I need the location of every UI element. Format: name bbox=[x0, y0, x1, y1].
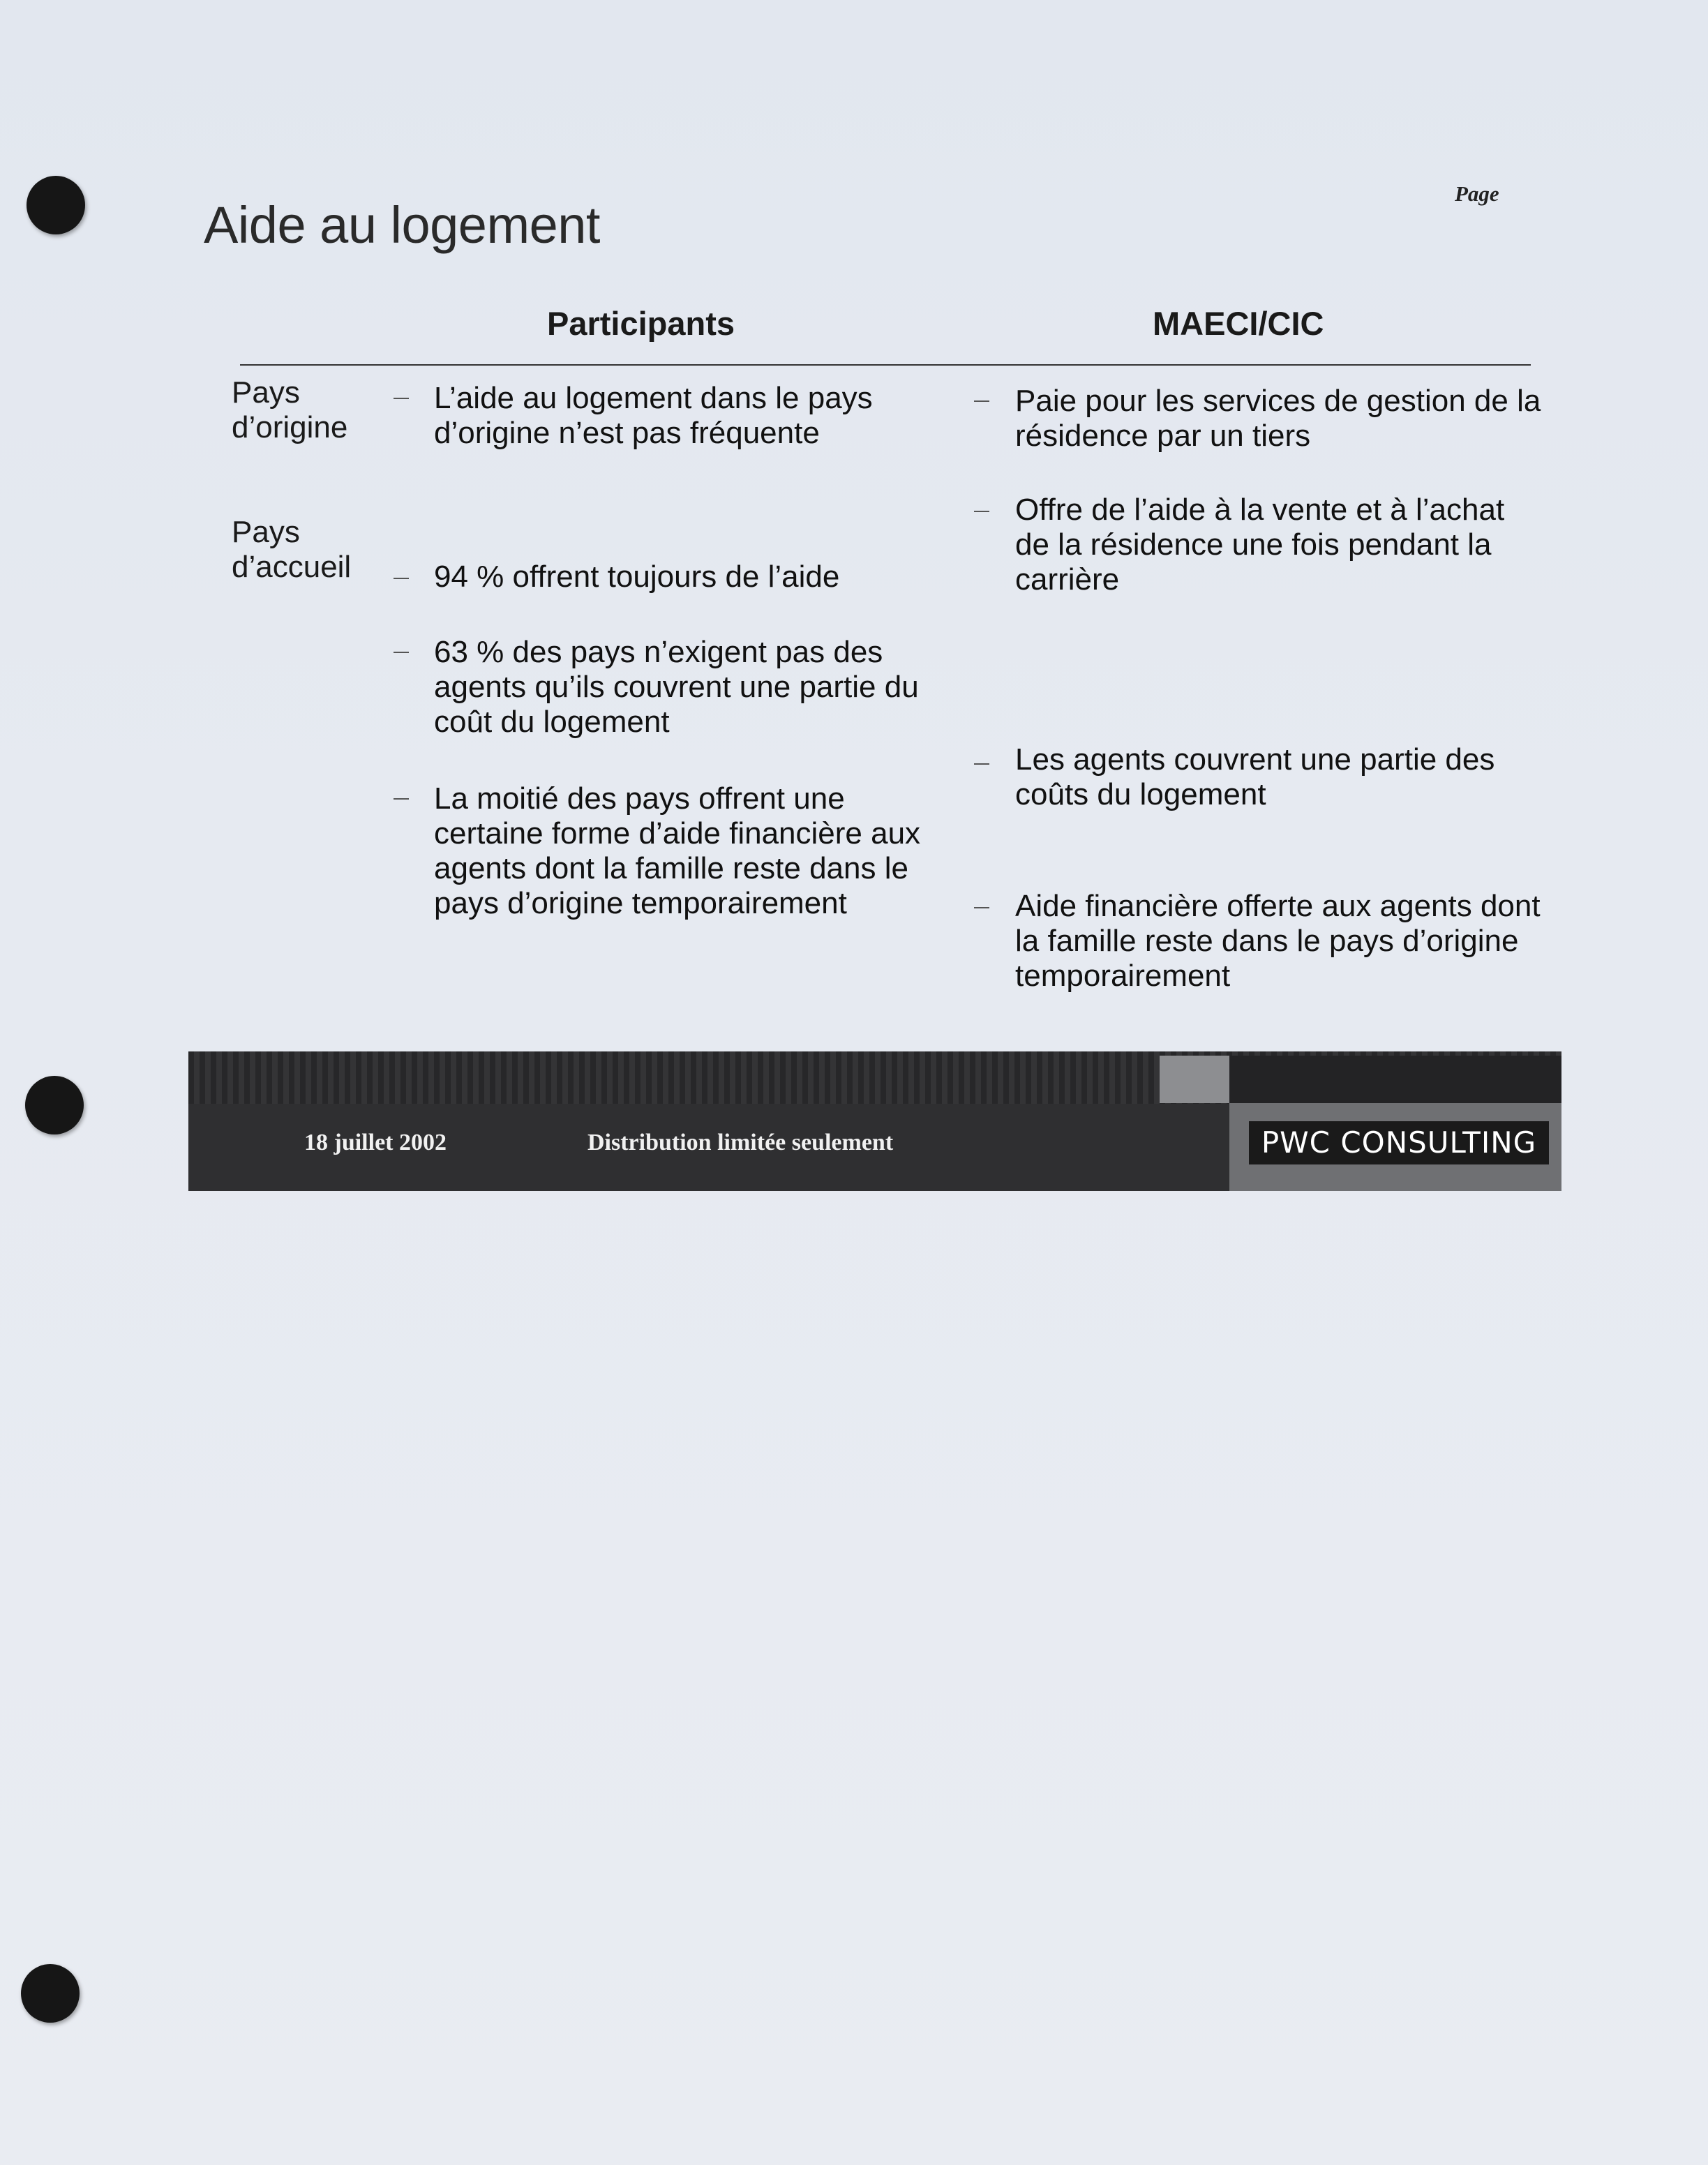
footer-band bbox=[188, 1051, 1561, 1191]
maeci-item: Offre de l’aide à la vente et à l’achat de la résidence une fois pendant la carrière bbox=[1015, 493, 1505, 597]
participants-item: 94 % offrent toujours de l’aide bbox=[434, 560, 840, 594]
participants-item: 63 % des pays n’exigent pas des agents qu’ils couvrent une partie du coût du logement bbox=[434, 635, 919, 739]
footer-dark-block bbox=[1229, 1056, 1561, 1103]
bullet-dash bbox=[394, 398, 409, 399]
participants-item: La moitié des pays offrent une certaine forme d’aide financière aux agents dont la famille reste dans le pays d’origine temporairement bbox=[434, 781, 921, 920]
bullet-dash bbox=[394, 578, 409, 579]
bullet-dash bbox=[394, 652, 409, 653]
row-label-pays-origine: Pays d’origine bbox=[232, 375, 348, 444]
maeci-item: Les agents couvrent une partie des coûts du logement bbox=[1015, 742, 1495, 811]
maeci-item: Paie pour les services de gestion de la résidence par un tiers bbox=[1015, 384, 1541, 453]
footer-accent-block bbox=[1160, 1056, 1229, 1103]
bullet-dash bbox=[974, 907, 989, 908]
brand-logo: PWC CONSULTING bbox=[1249, 1121, 1549, 1164]
punch-hole-bottom bbox=[21, 1964, 80, 2023]
bullet-dash bbox=[974, 763, 989, 765]
footer-distribution: Distribution limitée seulement bbox=[587, 1130, 894, 1155]
column-header-maeci: MAECI/CIC bbox=[1153, 305, 1324, 342]
row-label-pays-accueil: Pays d’accueil bbox=[232, 515, 352, 584]
punch-hole-top bbox=[27, 176, 85, 234]
page-label: Page bbox=[1455, 181, 1499, 206]
bullet-dash bbox=[974, 400, 989, 402]
bullet-dash bbox=[394, 798, 409, 800]
page-title: Aide au logement bbox=[204, 196, 600, 254]
bullet-dash bbox=[974, 511, 989, 512]
maeci-item: Aide financière offerte aux agents dont la famille reste dans le pays d’origine temporairement bbox=[1015, 889, 1541, 993]
punch-hole-middle bbox=[25, 1076, 84, 1134]
column-header-participants: Participants bbox=[547, 305, 735, 342]
footer-date: 18 juillet 2002 bbox=[304, 1130, 447, 1155]
header-divider bbox=[240, 364, 1531, 366]
participants-item: L’aide au logement dans le pays d’origine n’est pas fréquente bbox=[434, 381, 873, 450]
